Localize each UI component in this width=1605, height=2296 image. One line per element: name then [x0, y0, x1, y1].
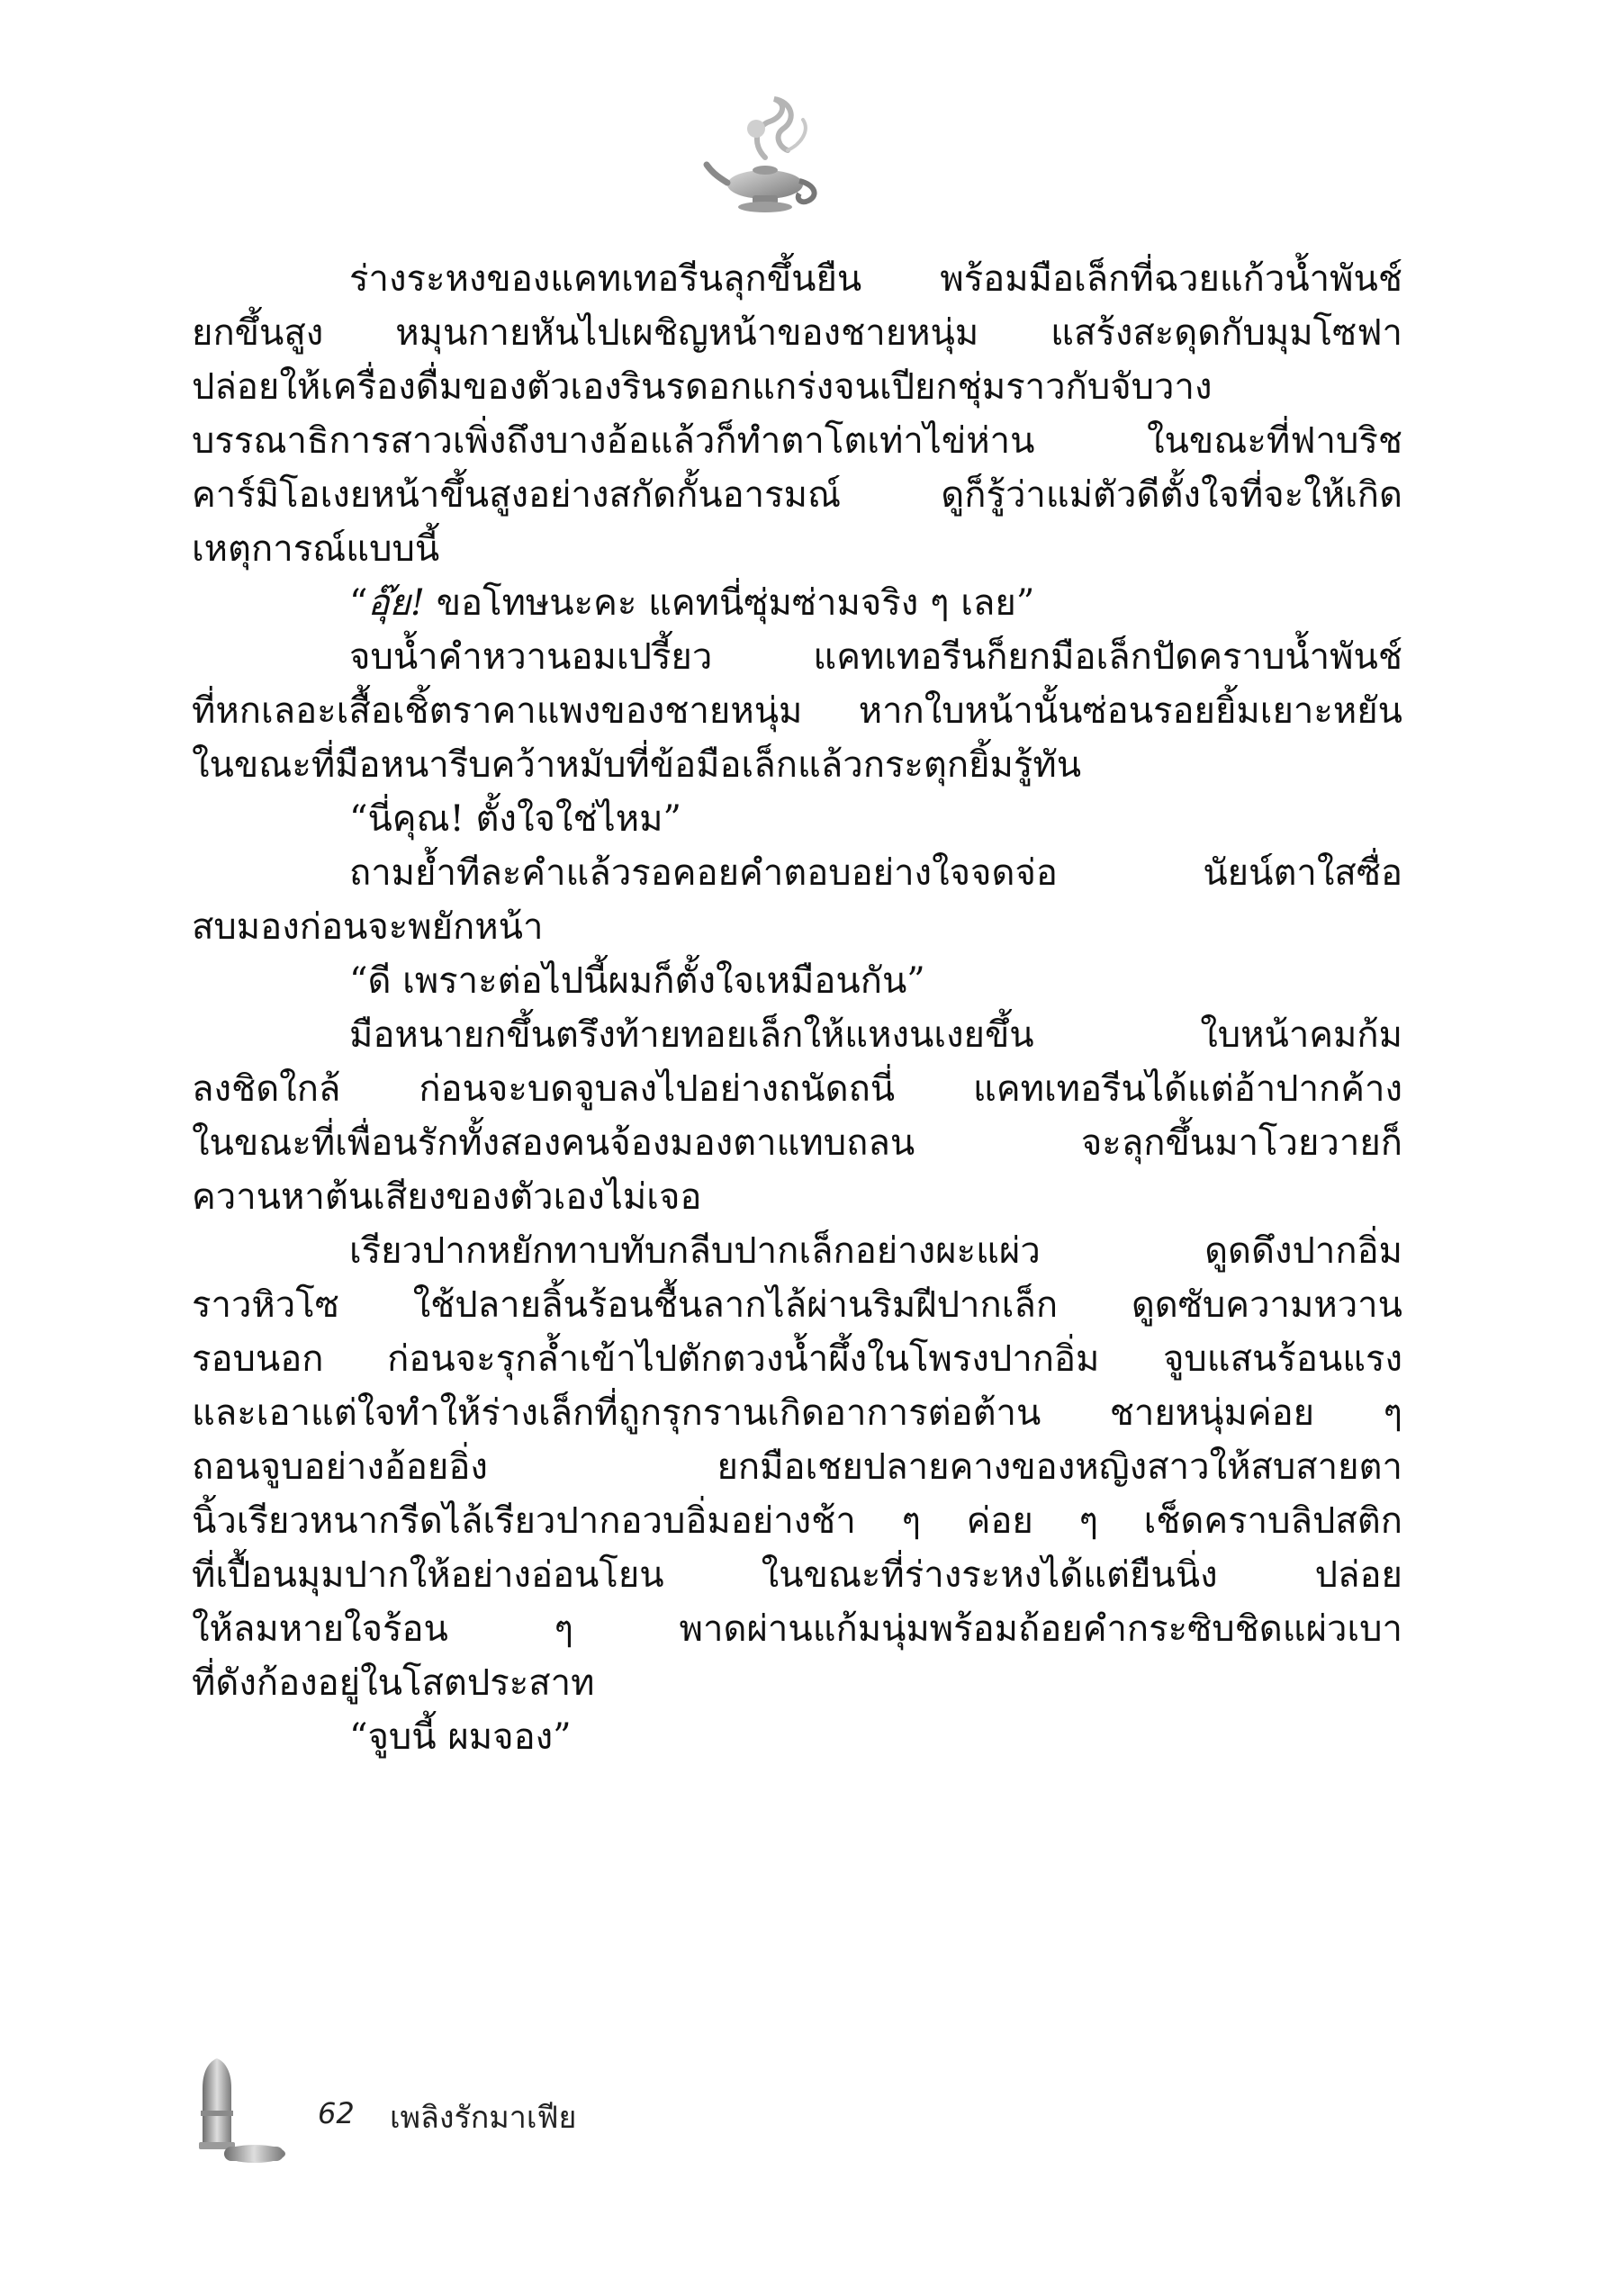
- dialogue-line: “จูบนี้ ผมจอง”: [349, 1716, 572, 1758]
- paragraph-line: ถอนจูบอย่างอ้อยอิ่ง ยกมือเชยปลายคางของหญิงสาวให้สบสายตา: [192, 1446, 1402, 1488]
- paragraph-line: ให้ลมหายใจร้อน ๆ พาดผ่านแก้มนุ่มพร้อมถ้อยคำกระซิบชิดแผ่วเบา: [192, 1608, 1402, 1650]
- bullet-icon: [192, 2057, 291, 2165]
- dialogue-line: “ดี เพราะต่อไปนี้ผมก็ตั้งใจเหมือนกัน”: [349, 960, 925, 1002]
- paragraph-line: ที่หกเลอะเสื้อเชิ้ตราคาแพงของชายหนุ่ม หากใบหน้านั้นซ่อนรอยยิ้มเยาะหยัน: [192, 690, 1402, 732]
- paragraph-line: ในขณะที่มือหนารีบคว้าหมับที่ข้อมือเล็กแล้วกระตุกยิ้มรู้ทัน: [192, 744, 1082, 786]
- paragraph-line: ร่างระหงของแคทเทอรีนลุกขึ้นยืน พร้อมมือเล็กที่ฉวยแก้วน้ำพันช์: [349, 258, 1402, 300]
- paragraph-line: เหตุการณ์แบบนี้: [192, 528, 440, 570]
- paragraph-line: และเอาแต่ใจทำให้ร่างเล็กที่ถูกรุกรานเกิดอาการต่อต้าน ชายหนุ่มค่อย ๆ: [192, 1392, 1402, 1434]
- genie-lamp-icon: [702, 95, 837, 221]
- dialogue-line: [192, 576, 1402, 630]
- paragraph-line: บรรณาธิการสาวเพิ่งถึงบางอ้อแล้วก็ทำตาโตเท่าไข่ห่าน ในขณะที่ฟาบริช: [192, 420, 1402, 462]
- paragraph-line: ที่เปื้อนมุมปากให้อย่างอ่อนโยน ในขณะที่ร่างระหงได้แต่ยืนนิ่ง ปล่อย: [192, 1554, 1402, 1596]
- paragraph-line: นิ้วเรียวหนากรีดไล้เรียวปากอวบอิ่มอย่างช้า ๆ ค่อย ๆ เช็ดคราบลิปสติก: [192, 1500, 1402, 1542]
- paragraph-line: ยกขึ้นสูง หมุนกายหันไปเผชิญหน้าของชายหนุ่ม แสร้งสะดุดกับมุมโซฟา: [192, 312, 1402, 354]
- paragraph-line: ที่ดังก้องอยู่ในโสตประสาท: [192, 1662, 595, 1704]
- paragraph-line: ลงชิดใกล้ ก่อนจะบดจูบลงไปอย่างถนัดถนี่ แคทเทอรีนได้แต่อ้าปากค้าง: [192, 1068, 1402, 1110]
- open-quote: “: [349, 582, 368, 624]
- page-number: 62: [318, 2096, 355, 2130]
- paragraph-line: สบมองก่อนจะพยักหน้า: [192, 906, 544, 948]
- paragraph-line: รอบนอก ก่อนจะรุกล้ำเข้าไปตักตวงน้ำผึ้งในโพรงปากอิ่ม จูบแสนร้อนแรง: [192, 1338, 1402, 1380]
- paragraph-line: คาร์มิโอเงยหน้าขึ้นสูงอย่างสกัดกั้นอารมณ์ ดูก็รู้ว่าแม่ตัวดีตั้งใจที่จะให้เกิด: [192, 474, 1402, 516]
- paragraph-line: มือหนายกขึ้นตรึงท้ายทอยเล็กให้แหงนเงยขึ้น ใบหน้าคมก้ม: [349, 1014, 1402, 1056]
- paragraph-line: ในขณะที่เพื่อนรักทั้งสองคนจ้องมองตาแทบถลน จะลุกขึ้นมาโวยวายก็: [192, 1122, 1402, 1164]
- dialogue-rest: ขอโทษนะคะ แคทนี่ซุ่มซ่ามจริง ๆ เลย”: [425, 582, 1035, 624]
- paragraph-line: ปล่อยให้เครื่องดื่มของตัวเองรินรดอกแกร่งจนเปียกชุ่มราวกับจับวาง: [192, 366, 1213, 408]
- dialogue-exclamation: อุ๊ย!: [367, 582, 425, 624]
- paragraph-line: ควานหาต้นเสียงของตัวเองไม่เจอ: [192, 1176, 702, 1218]
- paragraph-line: ถามย้ำทีละคำแล้วรอคอยคำตอบอย่างใจจดจ่อ นัยน์ตาใสซื่อ: [349, 852, 1402, 894]
- paragraph-line: จบน้ำคำหวานอมเปรี้ยว แคทเทอรีนก็ยกมือเล็กปัดคราบน้ำพันช์: [349, 636, 1402, 678]
- paragraph-line: เรียวปากหยักทาบทับกลีบปากเล็กอย่างผะแผ่ว ดูดดึงปากอิ่ม: [349, 1230, 1402, 1272]
- book-title: เพลิงรักมาเฟีย: [390, 2100, 577, 2136]
- dialogue-line: “นี่คุณ! ตั้งใจใช่ไหม”: [349, 798, 681, 840]
- page-footer: [192, 2057, 822, 2165]
- body-text: [192, 252, 1402, 1764]
- paragraph-line: ราวหิวโซ ใช้ปลายลิ้นร้อนชื้นลากไล้ผ่านริมฝีปากเล็ก ดูดซับความหวาน: [192, 1284, 1402, 1326]
